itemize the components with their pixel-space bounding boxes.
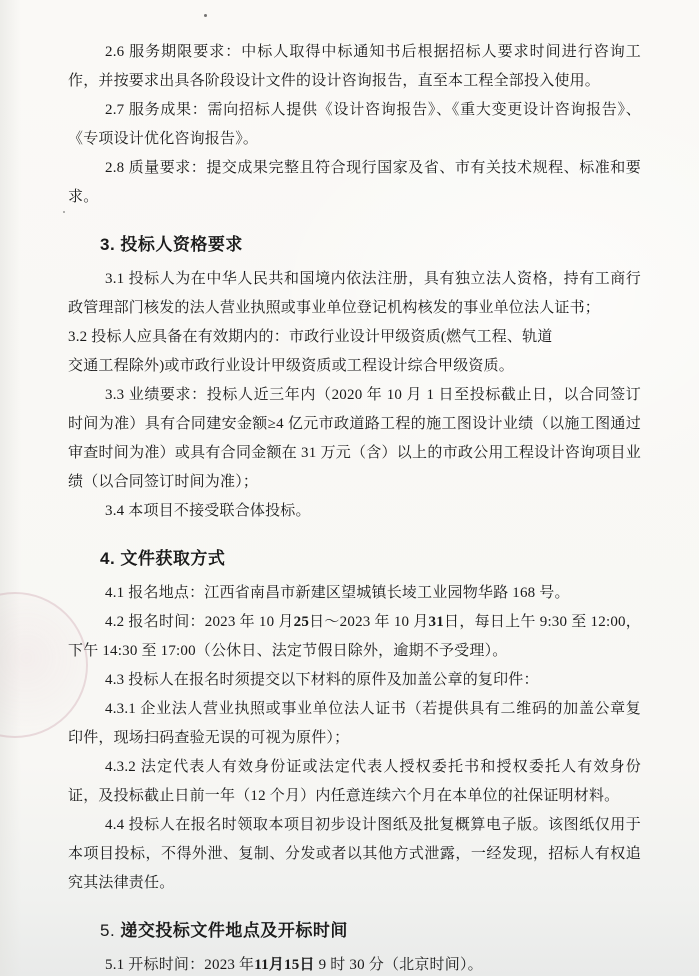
paragraph-4-4: 4.4 投标人在报名时领取本项目初步设计图纸及批复概算电子版。该图纸仅用于本项目投标，不得外泄、复制、分发或者以其他方式泄露，一经发现，招标人有权追究其法律责任。 [68, 817, 641, 891]
paragraph-2-7: 2.7 服务成果：需向招标人提供《设计咨询报告》、《重大变更设计咨询报告》、《专项设计优化咨询报告》。 [68, 102, 641, 147]
paragraph-3-1: 3.1 投标人为在中华人民共和国境内依法注册，具有独立法人资格，持有工商行政管理部门核发的法人营业执照或事业单位登记机构核发的事业单位法人证书； [68, 271, 641, 316]
scan-speck [204, 14, 207, 17]
paragraph-4-3-2: 4.3.2 法定代表人有效身份证或法定代表人授权委托书和授权委托人有效身份证，及投标截止日前一年（12 个月）内任意连续六个月在本单位的社保证明材料。 [68, 759, 641, 804]
paragraph-3-4: 3.4 本项目不接受联合体投标。 [105, 503, 311, 519]
section-heading-3: 3. 投标人资格要求 [100, 235, 243, 254]
paragraph-3-2-line1: 3.2 投标人应具备在有效期内的：市政行业设计甲级资质(燃气工程、轨道 [68, 329, 553, 345]
section-heading-5: 5. 递交投标文件地点及开标时间 [100, 921, 348, 940]
paragraph-2-8: 2.8 质量要求：提交成果完整且符合现行国家及省、市有关技术规程、标准和要求。 [68, 160, 641, 205]
paragraph-4-2: 4.2 报名时间：2023 年 10 月25日～2023 年 10 月31日，每日上午 9:30 至 12:00，下午 14:30 至 17:00（公休日、法定节假日除外，逾期不予受理）。 [68, 614, 641, 659]
paragraph-5-1: 5.1 开标时间：2023 年11月15日 9 时 30 分（北京时间）。 [105, 957, 483, 973]
document-content [68, 38, 641, 976]
paragraph-4-3-1: 4.3.1 企业法人营业执照或事业单位法人证书（若提供具有二维码的加盖公章复印件，现场扫码查验无误的可视为原件）； [68, 701, 641, 746]
paragraph-3-3: 3.3 业绩要求：投标人近三年内（2020 年 10 月 1 日至投标截止日，以合同签订时间为准）具有合同建安金额≥4 亿元市政道路工程的施工图设计业绩（以施工图通过审查时间为准）或具有合同金额在 31 万元（含）以上的市政公用工程设计咨询项目业绩（以合同签订时间为准）； [68, 387, 641, 490]
paragraph-4-3: 4.3 投标人在报名时须提交以下材料的原件及加盖公章的复印件： [105, 672, 539, 688]
paragraph-4-1: 4.1 报名地点：江西省南昌市新建区望城镇长堎工业园物华路 168 号。 [105, 585, 570, 601]
paragraph-3-2-line2: 交通工程除外)或市政行业设计甲级资质或工程设计综合甲级资质。 [68, 358, 514, 374]
scan-speck [63, 211, 65, 213]
section-heading-4: 4. 文件获取方式 [100, 549, 226, 568]
paragraph-2-6: 2.6 服务期限要求：中标人取得中标通知书后根据招标人要求时间进行咨询工作，并按要求出具各阶段设计文件的设计咨询报告，直至本工程全部投入使用。 [68, 44, 641, 89]
